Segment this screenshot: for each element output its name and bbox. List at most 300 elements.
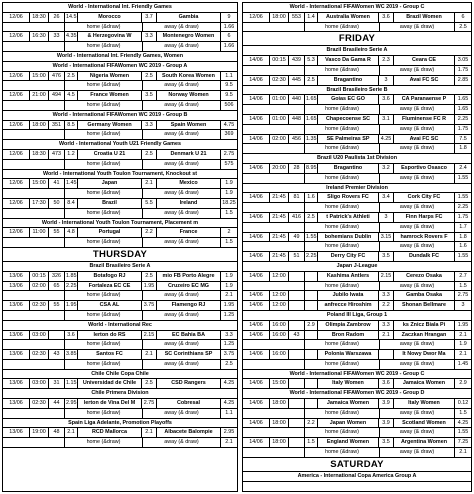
home-draw-option[interactable]: home (&draw)	[65, 360, 143, 369]
match-row	[243, 321, 471, 331]
away-draw-option[interactable]: away (& draw)	[380, 448, 455, 457]
home-draw-option[interactable]: home (&draw)	[305, 125, 380, 134]
away-odds[interactable]: 1.9	[225, 180, 233, 187]
draw-odds[interactable]: 2.5	[142, 72, 157, 81]
home-draw-option[interactable]: home (&draw)	[305, 428, 380, 437]
home-draw-option[interactable]: home (&draw)	[65, 291, 143, 300]
double-chance-odds[interactable]: 1.66	[223, 43, 235, 50]
away-team: Cerezo Osaka	[394, 272, 455, 281]
match-code: 55	[49, 301, 65, 310]
draw-odds[interactable]: 2.5	[142, 379, 157, 388]
home-odds[interactable]: 1.35	[306, 135, 317, 142]
double-chance-row	[3, 238, 237, 248]
home-odds[interactable]	[305, 272, 318, 281]
double-chance-odds[interactable]: 1.5	[225, 239, 233, 246]
double-chance-row	[243, 174, 471, 184]
home-draw-option[interactable]: home (&draw)	[65, 189, 143, 198]
day-divider	[243, 32, 471, 46]
draw-odds[interactable]: 3.5	[379, 252, 394, 261]
home-draw-option[interactable]: home (&draw)	[305, 360, 380, 369]
home-draw-option[interactable]: home (&draw)	[305, 340, 380, 349]
match-code: 41	[49, 179, 65, 188]
home-odds[interactable]: 1.5	[305, 438, 318, 447]
away-draw-option[interactable]: away (& draw)	[380, 223, 455, 232]
double-chance-odds[interactable]: 2.1	[225, 439, 233, 446]
home-odds[interactable]: 1.2	[65, 150, 78, 159]
away-draw-option[interactable]: away (& draw)	[380, 360, 455, 369]
away-draw-option[interactable]: away (& draw)	[143, 209, 221, 218]
home-draw-option[interactable]: home (&draw)	[65, 438, 143, 447]
draw-odds[interactable]: 3.2	[379, 164, 394, 173]
double-chance-odds[interactable]: 1.25	[223, 341, 235, 348]
double-chance-odds[interactable]: 1.25	[223, 311, 235, 318]
home-draw-option[interactable]: home (&draw)	[65, 130, 143, 139]
draw-odds[interactable]: 2.2	[142, 228, 157, 237]
double-chance-odds[interactable]: 1.65	[457, 106, 469, 113]
double-chance-row	[3, 409, 237, 419]
league-header	[243, 311, 471, 321]
double-chance-odds[interactable]: 1.66	[223, 23, 235, 30]
match-code: 43	[289, 331, 305, 340]
home-odds[interactable]: 8.4	[65, 199, 78, 208]
draw-odds[interactable]: 3.6	[379, 95, 394, 104]
match-date: 14/06	[243, 233, 270, 242]
home-odds[interactable]: 8.95	[306, 164, 317, 171]
home-team: Chapecoense SC	[318, 115, 379, 124]
draw-odds[interactable]: 3.7	[142, 13, 157, 22]
double-chance-odds[interactable]: 2.1	[459, 449, 467, 456]
row-spacer	[243, 428, 305, 437]
double-chance-row	[3, 311, 237, 321]
left-column	[2, 2, 238, 492]
match-date: 12/06	[3, 13, 30, 22]
away-odds[interactable]: 1.8	[459, 233, 467, 240]
away-odds[interactable]: 9.5	[225, 92, 233, 99]
away-draw-option[interactable]: away (& draw)	[143, 23, 221, 32]
draw-odds[interactable]: 3.3	[379, 321, 394, 330]
draw-odds[interactable]: 4.25	[379, 135, 394, 144]
draw-odds[interactable]: 3.6	[379, 13, 394, 22]
home-odds[interactable]: 1.95	[66, 302, 77, 309]
draw-odds[interactable]: 3.6	[379, 379, 394, 388]
away-odds[interactable]: 6	[227, 33, 231, 40]
double-chance-odds[interactable]: 1.6	[459, 243, 467, 250]
home-draw-option[interactable]: home (&draw)	[65, 209, 143, 218]
draw-odds[interactable]: 2.15	[142, 331, 157, 340]
home-odds[interactable]: 2.25	[306, 253, 317, 260]
double-chance-row	[243, 223, 471, 233]
home-odds[interactable]: 2.1	[65, 428, 78, 437]
league-name: World - International FIFAWomen WC 2019 - Group A	[52, 62, 188, 69]
home-odds[interactable]: 1.6	[305, 193, 318, 202]
row-spacer	[243, 223, 305, 232]
home-draw-option[interactable]: home (&draw)	[305, 282, 380, 291]
match-row	[3, 72, 237, 82]
draw-odds[interactable]: 3.9	[379, 419, 394, 428]
draw-odds[interactable]: 3	[379, 213, 394, 222]
league-name: Japan J-League	[336, 262, 378, 269]
away-draw-option[interactable]: away (& draw)	[380, 242, 455, 251]
home-odds[interactable]: 2.25	[66, 282, 77, 289]
draw-odds[interactable]: 3.1	[379, 115, 394, 124]
home-odds[interactable]: 2.95	[66, 400, 77, 407]
away-draw-option[interactable]: away (& draw)	[143, 101, 221, 110]
away-odds[interactable]: 2.9	[459, 380, 467, 387]
match-date: 12/06	[3, 179, 30, 188]
home-odds[interactable]: 2.5	[305, 213, 318, 222]
match-date: 14/06	[243, 164, 270, 173]
match-code	[289, 291, 305, 300]
home-odds[interactable]: 1.4	[305, 13, 318, 22]
home-odds[interactable]: 2.5	[65, 72, 78, 81]
away-odds[interactable]: 1.95	[457, 321, 469, 328]
home-odds[interactable]: 5.3	[305, 56, 318, 65]
away-odds[interactable]: 1.55	[457, 253, 469, 260]
draw-odds[interactable]: 3.5	[379, 438, 394, 447]
away-draw-option[interactable]: away (& draw)	[380, 203, 455, 212]
home-odds[interactable]: 14.5	[66, 13, 77, 20]
draw-odds[interactable]: 3.3	[142, 32, 157, 41]
away-draw-option[interactable]: away (& draw)	[143, 160, 221, 169]
away-team: mio FB Porto Alegre	[157, 272, 221, 281]
away-draw-option[interactable]: away (& draw)	[380, 66, 455, 75]
league-header	[243, 262, 471, 272]
draw-odds[interactable]: 3.4	[379, 193, 394, 202]
home-odds[interactable]: 4.5	[65, 91, 78, 100]
home-draw-option[interactable]: home (&draw)	[305, 448, 380, 457]
away-odds[interactable]: 2.1	[459, 331, 467, 338]
match-time: 18:00	[270, 438, 289, 447]
double-chance-odds[interactable]: 1.9	[459, 341, 467, 348]
away-draw-option[interactable]: away (& draw)	[143, 81, 221, 90]
away-team: France	[157, 228, 221, 237]
match-code: 440	[289, 95, 305, 104]
away-odds[interactable]: 0.12	[457, 400, 469, 407]
match-time: 02:30	[270, 76, 289, 85]
away-odds[interactable]: 1.65	[457, 96, 469, 103]
match-time: 18:00	[30, 121, 49, 130]
match-row	[3, 150, 237, 160]
away-draw-option[interactable]: away (& draw)	[380, 174, 455, 183]
away-odds[interactable]: 6	[461, 13, 465, 20]
league-header	[3, 3, 237, 13]
draw-odds[interactable]: 5.5	[142, 199, 157, 208]
double-chance-odds[interactable]: 1.45	[457, 360, 469, 367]
match-time: 03:00	[30, 379, 49, 388]
away-team: CA Paranaense P	[394, 95, 455, 104]
row-spacer	[3, 311, 65, 320]
draw-odds[interactable]: 2.15	[379, 272, 394, 281]
home-draw-option[interactable]: home (&draw)	[65, 81, 143, 90]
home-draw-option[interactable]: home (&draw)	[305, 409, 380, 418]
match-date: 14/06	[243, 321, 270, 330]
away-odds[interactable]: 2.75	[223, 150, 235, 157]
double-chance-row	[3, 340, 237, 350]
draw-odds[interactable]: 2.1	[379, 331, 394, 340]
away-draw-option[interactable]: away (& draw)	[380, 23, 455, 32]
home-team: Sligo Rovers FC	[318, 193, 379, 202]
away-odds[interactable]: 1.9	[225, 282, 233, 289]
match-code	[289, 321, 305, 330]
home-draw-option[interactable]: home (&draw)	[305, 223, 380, 232]
home-draw-option[interactable]: home (&draw)	[65, 160, 143, 169]
away-draw-option[interactable]: away (& draw)	[143, 438, 221, 447]
home-odds[interactable]: 2.5	[305, 76, 318, 85]
match-row	[243, 193, 471, 203]
away-team: Ireland	[157, 199, 221, 208]
away-draw-option[interactable]: away (& draw)	[143, 311, 221, 320]
double-chance-odds[interactable]: 506	[224, 101, 234, 108]
match-date: 13/06	[3, 350, 30, 359]
double-chance-odds[interactable]: 2.5	[225, 360, 233, 367]
day-divider	[243, 458, 471, 472]
match-date: 14/06	[243, 95, 270, 104]
row-spacer	[3, 340, 65, 349]
away-odds[interactable]: 2.25	[457, 115, 469, 122]
draw-odds[interactable]: 2.2	[379, 301, 394, 310]
home-odds[interactable]: 1.85	[66, 272, 77, 279]
away-odds[interactable]: 2.7	[459, 272, 467, 279]
match-code: 50	[49, 199, 65, 208]
away-draw-option[interactable]: away (& draw)	[380, 282, 455, 291]
draw-odds[interactable]: 3.3	[379, 291, 394, 300]
away-team: Avai FC SC	[394, 135, 455, 144]
away-odds[interactable]: 2.1	[459, 351, 467, 358]
home-odds[interactable]: 1.15	[66, 380, 77, 387]
away-odds[interactable]: 1.95	[223, 302, 235, 309]
match-time: 19:00	[30, 428, 49, 437]
double-chance-row	[3, 209, 237, 219]
home-draw-option[interactable]: home (&draw)	[65, 311, 143, 320]
league-header	[243, 86, 471, 96]
match-date: 12/06	[3, 199, 30, 208]
home-draw-option[interactable]: home (&draw)	[65, 101, 143, 110]
home-draw-option[interactable]: home (&draw)	[65, 238, 143, 247]
double-chance-row	[3, 438, 237, 448]
match-code	[289, 301, 305, 310]
league-name: Brazil Brasileiro Serie B	[326, 86, 388, 93]
away-draw-option[interactable]: away (& draw)	[380, 144, 455, 153]
match-code: 81	[289, 193, 305, 202]
home-draw-option[interactable]: home (&draw)	[65, 23, 143, 32]
draw-odds[interactable]: 3.5	[142, 91, 157, 100]
home-odds[interactable]: 1.65	[306, 115, 317, 122]
draw-odds[interactable]: 2.1	[142, 179, 157, 188]
match-code: 43	[49, 350, 65, 359]
away-draw-option[interactable]: away (& draw)	[380, 105, 455, 114]
double-chance-odds[interactable]: 1.8	[459, 145, 467, 152]
match-code: 44	[49, 399, 65, 408]
match-row	[243, 350, 471, 360]
draw-odds[interactable]: 2.75	[142, 399, 157, 408]
away-odds[interactable]: 18.25	[222, 199, 236, 206]
away-draw-option[interactable]: away (& draw)	[143, 409, 221, 418]
home-odds[interactable]: 3.6	[65, 331, 78, 340]
match-date: 14/06	[243, 438, 270, 447]
match-code: 49	[289, 233, 305, 242]
day-divider	[3, 248, 237, 262]
away-odds[interactable]: 7.5	[459, 135, 467, 142]
away-draw-option[interactable]: away (& draw)	[143, 360, 221, 369]
away-odds[interactable]: 1.1	[225, 72, 233, 79]
double-chance-odds[interactable]: 1.5	[459, 282, 467, 289]
row-spacer	[243, 125, 305, 134]
away-odds[interactable]: 2.95	[223, 429, 235, 436]
home-odds[interactable]: 2.9	[305, 321, 318, 330]
double-chance-row	[3, 160, 237, 170]
match-time: 00:15	[270, 56, 289, 65]
away-team: SC Corinthians SP	[157, 350, 221, 359]
away-odds[interactable]: 2.75	[457, 292, 469, 299]
home-odds[interactable]: 1.45	[66, 180, 77, 187]
double-chance-odds[interactable]: 1.55	[457, 429, 469, 436]
draw-odds[interactable]: 2.3	[379, 56, 394, 65]
double-chance-odds[interactable]: 369	[224, 131, 234, 138]
match-time: 21:45	[270, 233, 289, 242]
home-odds[interactable]: 1.65	[306, 96, 317, 103]
away-team: Montenegro Women	[157, 32, 221, 41]
home-draw-option[interactable]: home (&draw)	[305, 203, 380, 212]
row-spacer	[3, 209, 65, 218]
away-odds[interactable]: 4.25	[223, 400, 235, 407]
home-draw-option[interactable]: home (&draw)	[305, 23, 380, 32]
league-header	[3, 262, 237, 272]
away-draw-option[interactable]: away (& draw)	[143, 238, 221, 247]
home-odds[interactable]	[305, 301, 318, 310]
home-draw-option[interactable]: home (&draw)	[305, 66, 380, 75]
double-chance-odds[interactable]: 575	[224, 160, 234, 167]
away-team: Brazil Women	[394, 13, 455, 22]
away-draw-option[interactable]: away (& draw)	[143, 291, 221, 300]
home-team: Jamaica Women	[318, 399, 379, 408]
home-odds[interactable]	[305, 379, 318, 388]
home-odds[interactable]	[305, 331, 318, 340]
home-draw-option[interactable]: home (&draw)	[305, 105, 380, 114]
away-team: Shonan Bellmare	[394, 301, 455, 310]
home-draw-option[interactable]: home (&draw)	[65, 409, 143, 418]
draw-odds[interactable]: 3	[379, 76, 394, 85]
match-time: 15:00	[30, 72, 49, 81]
away-draw-option[interactable]: away (& draw)	[380, 428, 455, 437]
row-spacer	[3, 360, 65, 369]
double-chance-odds[interactable]: 2.1	[225, 292, 233, 299]
draw-odds[interactable]: 1.95	[142, 282, 157, 291]
draw-odds[interactable]: 3.9	[379, 399, 394, 408]
double-chance-odds[interactable]: 1.9	[225, 190, 233, 197]
home-odds[interactable]	[305, 399, 318, 408]
draw-odds[interactable]: 2.5	[142, 272, 157, 281]
match-code: 456	[289, 135, 305, 144]
away-draw-option[interactable]: away (& draw)	[143, 340, 221, 349]
away-odds[interactable]: 3.3	[225, 331, 233, 338]
row-spacer	[3, 23, 65, 32]
double-chance-odds[interactable]: 1.75	[457, 66, 469, 73]
double-chance-odds[interactable]: 1.5	[459, 409, 467, 416]
draw-odds[interactable]: 2.5	[142, 150, 157, 159]
draw-odds[interactable]: 2.1	[142, 428, 157, 437]
away-odds[interactable]: 1.75	[457, 213, 469, 220]
home-team: SE Palmeiras SP	[318, 135, 379, 144]
draw-odds[interactable]	[379, 350, 394, 359]
home-odds[interactable]: 1.55	[306, 233, 317, 240]
draw-odds[interactable]: 3.75	[142, 301, 157, 310]
away-team: Flamengo RJ	[157, 301, 221, 310]
home-odds[interactable]: 8.5	[65, 121, 78, 130]
away-odds[interactable]: 7.25	[457, 439, 469, 446]
away-odds[interactable]: 3.05	[457, 57, 469, 64]
league-header	[3, 111, 237, 121]
away-odds[interactable]: 3	[461, 302, 465, 309]
draw-odds[interactable]: 2.1	[142, 350, 157, 359]
away-team: South Korea Women	[157, 72, 221, 81]
home-odds[interactable]: 4.35	[66, 33, 77, 40]
home-draw-option[interactable]: home (&draw)	[65, 42, 143, 51]
double-chance-odds[interactable]: 1.55	[457, 174, 469, 181]
away-draw-option[interactable]: away (& draw)	[143, 42, 221, 51]
match-time: 18:00	[270, 419, 289, 428]
home-team: Santos FC	[78, 350, 142, 359]
league-name: Poland III Liga, Group 1	[326, 311, 388, 318]
draw-odds[interactable]: 3.3	[142, 121, 157, 130]
away-odds[interactable]: 2.85	[457, 76, 469, 83]
match-code	[289, 438, 305, 447]
double-chance-odds[interactable]: 1.75	[457, 125, 469, 132]
away-odds[interactable]: 3.75	[223, 351, 235, 358]
home-odds[interactable]	[305, 350, 318, 359]
away-draw-option[interactable]: away (& draw)	[380, 125, 455, 134]
away-draw-option[interactable]: away (& draw)	[143, 130, 221, 139]
league-name: World - International Youth Toulon Tournament, Knockout st	[42, 170, 198, 177]
home-odds[interactable]: 2.2	[305, 419, 318, 428]
match-code: 48	[49, 428, 65, 437]
home-odds[interactable]: 3.85	[66, 351, 77, 358]
home-odds[interactable]	[305, 291, 318, 300]
match-row	[3, 13, 237, 23]
home-draw-option[interactable]: home (&draw)	[305, 174, 380, 183]
double-chance-odds[interactable]: 2.5	[459, 23, 467, 30]
double-chance-odds[interactable]: 1.7	[459, 223, 467, 230]
away-draw-option[interactable]: away (& draw)	[380, 409, 455, 418]
away-draw-option[interactable]: away (& draw)	[380, 340, 455, 349]
away-draw-option[interactable]: away (& draw)	[143, 189, 221, 198]
home-odds[interactable]: 4.8	[65, 228, 78, 237]
match-date: 12/06	[3, 228, 30, 237]
match-time: 18:30	[30, 13, 49, 22]
home-draw-option[interactable]: home (&draw)	[305, 144, 380, 153]
home-team: lerton de Vina Del M	[78, 399, 142, 408]
draw-odds[interactable]: 3.15	[379, 233, 394, 242]
away-odds[interactable]: 2.4	[459, 164, 467, 171]
away-team: Gambia	[157, 13, 221, 22]
double-chance-odds[interactable]: 1.5	[225, 209, 233, 216]
double-chance-odds[interactable]: 2.25	[457, 204, 469, 211]
away-odds[interactable]: 4.75	[223, 121, 235, 128]
double-chance-odds[interactable]: 9.5	[225, 82, 233, 89]
row-spacer	[3, 42, 65, 51]
away-odds[interactable]: 9	[227, 13, 231, 20]
match-time: 17:30	[30, 199, 49, 208]
away-odds[interactable]: 1.55	[457, 194, 469, 201]
away-odds[interactable]: 4.25	[223, 380, 235, 387]
home-draw-option[interactable]: home (&draw)	[65, 340, 143, 349]
away-odds[interactable]: 2	[227, 229, 231, 236]
away-odds[interactable]: 1.9	[225, 272, 233, 279]
double-chance-row	[243, 282, 471, 292]
double-chance-odds[interactable]: 1.1	[225, 409, 233, 416]
league-name: America - International Copa America Group A	[297, 472, 417, 479]
away-odds[interactable]: 4.25	[457, 419, 469, 426]
home-draw-option[interactable]: home (&draw)	[305, 242, 380, 251]
